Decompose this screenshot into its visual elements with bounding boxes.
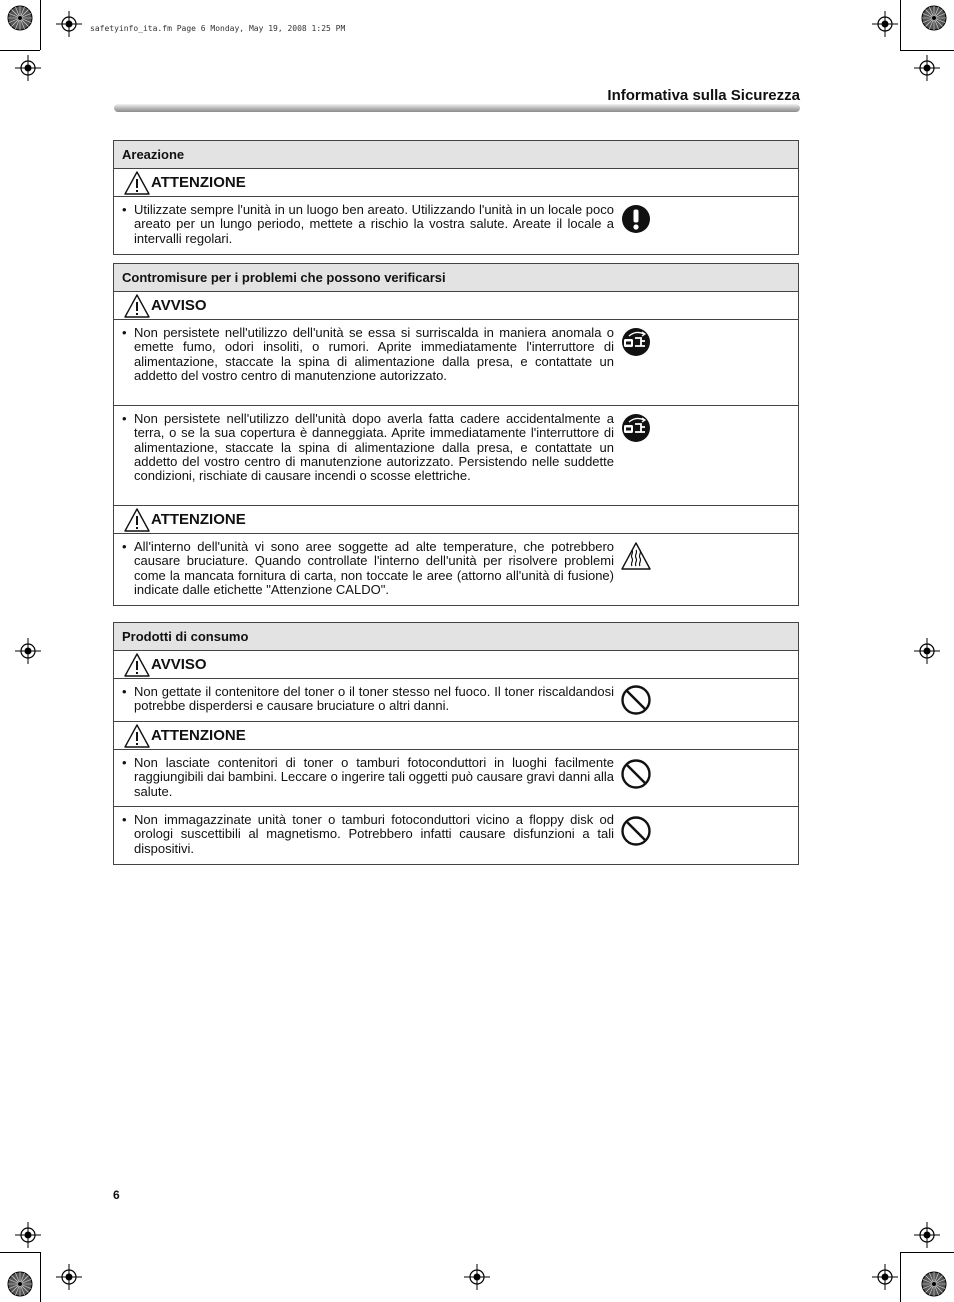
warning-level-label: AVVISO (151, 656, 207, 673)
registration-mark (15, 55, 41, 81)
caution-triangle-icon (124, 508, 150, 532)
warning-level-label: ATTENZIONE (151, 174, 246, 191)
caution-triangle-icon (124, 171, 150, 195)
safety-item (114, 406, 798, 506)
section-title: Prodotti di consumo (114, 623, 798, 651)
registration-mark (914, 55, 940, 81)
warning-level-header (114, 169, 798, 197)
crop-mark (900, 1252, 954, 1253)
warning-triangle-icon (124, 294, 150, 318)
crop-mark (0, 1252, 40, 1253)
safety-item (114, 679, 798, 722)
color-calibration-mark (921, 1271, 947, 1297)
crop-mark (900, 0, 901, 50)
registration-mark (914, 638, 940, 664)
prohibited-icon (620, 815, 652, 847)
crop-mark (0, 50, 40, 51)
warning-level-header (114, 651, 798, 679)
warning-level-label: AVVISO (151, 297, 207, 314)
registration-mark (15, 1222, 41, 1248)
registration-mark (464, 1264, 490, 1290)
safety-item-text: • Utilizzate sempre l'unità in un luogo ben areato. Utilizzando l'unità in un locale poco areato per un lungo periodo, mettete a rischio la vostra salute. Areate il locale a intervalli regolari. (122, 203, 614, 246)
registration-mark (56, 11, 82, 37)
safety-item-text: • Non persistete nell'utilizzo dell'unità se essa si surriscalda in maniera anomala o emette fumo, odori insoliti, o rumori. Aprite immediatamente l'interruttore di alimentazione, staccate la spina di alimentazione dalla presa, e contattate un addetto del vostro centro di manutenzione autorizzato. (122, 326, 614, 383)
color-calibration-mark (7, 5, 33, 31)
warning-level-header (114, 292, 798, 320)
color-calibration-mark (921, 5, 947, 31)
section-title: Contromisure per i problemi che possono verificarsi (114, 264, 798, 292)
safety-item (114, 750, 798, 807)
warning-level-label: ATTENZIONE (151, 511, 246, 528)
print-header: safetyinfo_ita.fm Page 6 Monday, May 19, 2008 1:25 PM (90, 24, 346, 33)
safety-table-ventilation (113, 140, 799, 255)
crop-mark (40, 0, 41, 50)
mandatory-action-icon (620, 203, 652, 235)
registration-mark (15, 638, 41, 664)
prohibited-icon (620, 758, 652, 790)
registration-mark (872, 11, 898, 37)
safety-table-troubleshooting (113, 263, 799, 606)
unplug-icon (620, 412, 652, 444)
warning-level-label: ATTENZIONE (151, 727, 246, 744)
warning-level-header (114, 506, 798, 534)
safety-item-text: • Non persistete nell'utilizzo dell'unità dopo averla fatta cadere accidentalmente a terra, o se la sua copertura è danneggiata. Aprite immediatamente l'interruttore di alimentazione, staccate la spina di alimentazione dalla presa, e contattate un addetto del vostro centro di manutenzione autorizzato. Persistendo nelle suddette condizioni, rischiate di causare incendi o scosse elettriche. (122, 412, 614, 483)
section-title: Areazione (114, 141, 798, 169)
safety-item-text: • Non immagazzinate unità toner o tamburi fotoconduttori vicino a floppy disk od orologi suscettibili al magnetismo. Potrebbero infatti causare disfunzioni a tali dispositivi. (122, 813, 614, 856)
caution-triangle-icon (124, 724, 150, 748)
page-number: 6 (113, 1188, 120, 1202)
crop-mark (40, 1252, 41, 1302)
safety-item (114, 807, 798, 864)
warning-level-header (114, 722, 798, 750)
color-calibration-mark (7, 1271, 33, 1297)
safety-item (114, 320, 798, 406)
safety-item-text: • Non gettate il contenitore del toner o il toner stesso nel fuoco. Il toner riscaldandosi potrebbe disperdersi e causare bruciature o altri danni. (122, 685, 614, 714)
warning-triangle-icon (124, 653, 150, 677)
registration-mark (914, 1222, 940, 1248)
registration-mark (872, 1264, 898, 1290)
header-rule (114, 104, 800, 112)
safety-item (114, 197, 798, 254)
safety-item-text: • Non lasciate contenitori di toner o tamburi fotoconduttori in luoghi facilmente raggiungibili dai bambini. Leccare o ingerire tali oggetti può causare gravi danni alla salute. (122, 756, 614, 799)
registration-mark (56, 1264, 82, 1290)
page-title: Informativa sulla Sicurezza (607, 87, 800, 104)
crop-mark (900, 50, 954, 51)
hot-surface-icon (620, 540, 652, 572)
prohibited-icon (620, 684, 652, 716)
crop-mark (900, 1252, 901, 1302)
safety-item-text: • All'interno dell'unità vi sono aree soggette ad alte temperature, che potrebbero causare bruciature. Quando controllate l'interno dell'unità per risolvere problemi come la mancata fornitura di carta, non toccate le aree (attorno all'unità di fusione) indicate dalle etichette "Attenzione CALDO". (122, 540, 614, 597)
unplug-icon (620, 326, 652, 358)
safety-item (114, 534, 798, 605)
safety-table-consumables (113, 622, 799, 865)
